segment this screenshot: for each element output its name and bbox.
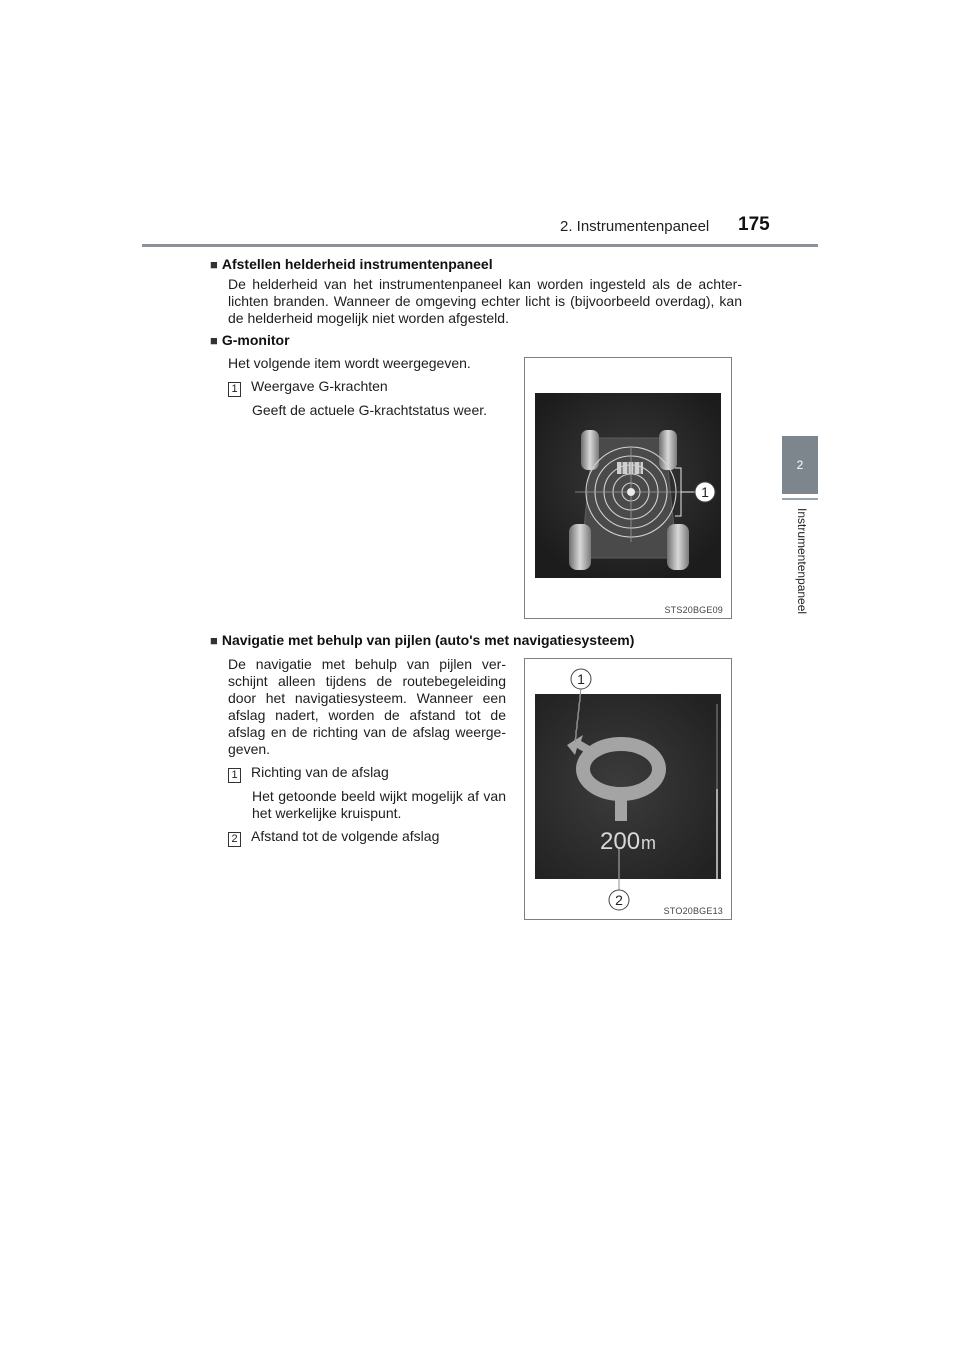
navigation-item-1-desc: Het getoonde beeld wijkt mogelijk af van het werkelijke kruispunt. — [252, 788, 506, 821]
item-label: Afstand tot de volgende afslag — [251, 828, 440, 844]
section-marker: ■ — [210, 633, 218, 648]
section-heading-g-monitor — [210, 332, 290, 348]
figure-code: STS20BGE09 — [664, 605, 723, 615]
running-header-section: 2. Instrumentenpaneel — [560, 218, 710, 235]
item-number-badge: 1 — [228, 768, 241, 783]
item-number-badge: 1 — [228, 382, 241, 397]
navigation-figure — [524, 658, 732, 920]
chapter-tab — [782, 436, 818, 494]
figure-callout-1: 1 — [701, 484, 709, 500]
section-heading-brightness — [210, 256, 493, 272]
chapter-tab-divider — [782, 498, 818, 500]
g-monitor-intro: Het volgende item wordt weergegeven. — [228, 355, 471, 371]
navigation-item-2 — [228, 828, 508, 847]
section-title: G-monitor — [221, 332, 290, 348]
g-force-illustration — [525, 358, 731, 618]
figure-callout-2: 2 — [615, 892, 623, 908]
navigation-intro: De navigatie met behulp van pijlen ver-schijnt alleen tijdens de routebegeleiding door het navigatiesysteem. Wanneer een afslag nadert, worden de afstand tot de afslag en de richting van de afslag weerge-geven. — [228, 656, 506, 757]
section-title: Afstellen helderheid instrumentenpaneel — [221, 256, 493, 272]
g-monitor-figure — [524, 357, 732, 619]
distance-value: 200 — [600, 828, 641, 855]
g-monitor-item-1 — [228, 378, 508, 397]
item-label: Weergave G-krachten — [251, 378, 388, 394]
section-title: Navigatie met behulp van pijlen (auto's met navigatiesysteem) — [221, 632, 635, 648]
page-number: 175 — [738, 214, 770, 235]
navigation-item-1 — [228, 764, 508, 783]
section-marker: ■ — [210, 333, 218, 348]
g-monitor-item-1-desc: Geeft de actuele G-krachtstatus weer. — [252, 402, 488, 418]
item-label: Richting van de afslag — [251, 764, 389, 780]
chapter-number: 2 — [796, 458, 804, 472]
figure-code: STO20BGE13 — [663, 906, 723, 916]
header-divider — [142, 244, 818, 247]
arrow-navigation-illustration — [525, 659, 731, 919]
chapter-label-wrapper — [793, 508, 809, 638]
figure-callout-1: 1 — [577, 671, 585, 687]
section-heading-navigation — [210, 632, 634, 648]
item-number-badge: 2 — [228, 832, 241, 847]
brightness-body: De helderheid van het instrumentenpaneel kan worden ingesteld als de achter-lichten branden. Wanneer de omgeving echter licht is (bijvoorbeeld overdag), kan de helderheid mogelijk niet worden afgesteld. — [228, 276, 742, 326]
section-marker: ■ — [210, 257, 218, 272]
chapter-label: Instrumentenpaneel — [795, 508, 809, 615]
distance-unit: m — [641, 833, 656, 853]
